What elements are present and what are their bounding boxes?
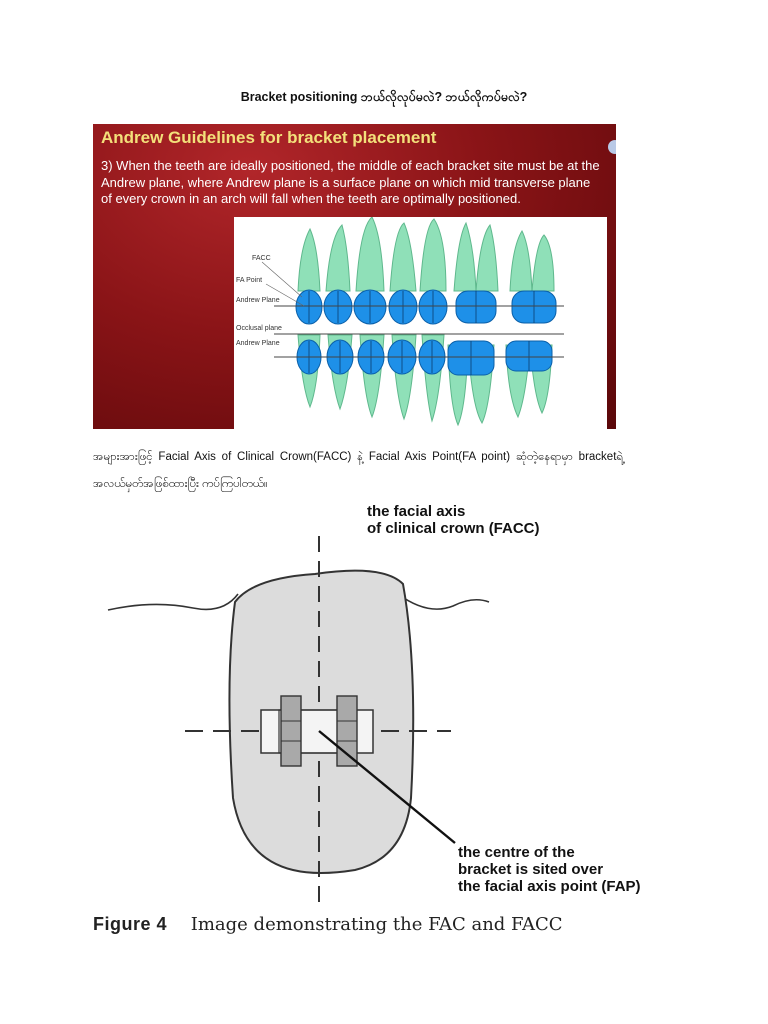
figure-caption [93,914,563,935]
teeth-diagram [234,217,607,429]
label-andrew-plane-upper: Andrew Plane [236,297,280,304]
andrew-guidelines-slide [93,124,616,429]
page-title: Bracket positioning ဘယ်လိုလုပ်မလဲ? ဘယ်လိုကပ်မလဲ? [240,90,528,104]
label-fap-centre: the centre of the bracket is sited over the facial axis point (FAP) [458,844,641,895]
teeth-illustration [234,217,607,429]
slide-body-text: 3) When the teeth are ideally positioned, the middle of each bracket site must be at the Andrew plane, where Andrew plane is a surface plane on which mid transverse plane of every crown in an arch will fall when the teeth are optimally positioned. [101,158,600,206]
facc-figure [93,498,693,938]
body-paragraph: အများအားဖြင့် Facial Axis of Clinical Crown(FACC) နဲ့ Facial Axis Point(FA point) ဆုံတဲ့နေရာမှာ bracketရဲ့အလယ်မှတ်အဖြစ်ထားပြီး ကပ်ကြပါတယ်။ [93,451,623,490]
slide-corner-ornament [608,140,616,154]
label-facc: FACC [252,255,271,262]
label-facc-axis: the facial axis of clinical crown (FACC) [367,503,540,537]
label-andrew-plane-lower: Andrew Plane [236,340,280,347]
caption-number: Figure 4 [93,914,168,934]
caption-text: Image demonstrating the FAC and FACC [190,914,563,935]
label-occlusal-plane: Occlusal plane [236,325,282,332]
label-fa-point: FA Point [236,277,263,284]
slide-title: Andrew Guidelines for bracket placement [101,128,437,147]
